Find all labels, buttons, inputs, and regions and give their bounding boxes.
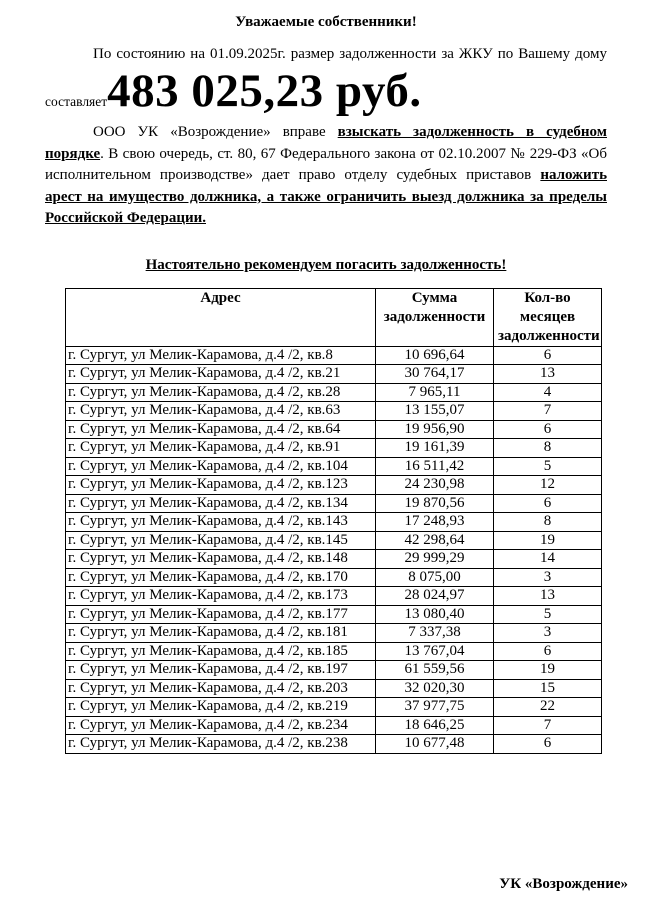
- cell-address: г. Сургут, ул Мелик-Карамова, д.4 /2, кв.177: [66, 605, 376, 624]
- header-row: [66, 288, 602, 346]
- cell-months: 7: [494, 402, 602, 421]
- table-row: [66, 735, 602, 754]
- cell-amount: 19 870,56: [376, 494, 494, 513]
- table-row: [66, 476, 602, 495]
- legal-text-2: . В свою очередь, ст. 80, 67 Федерального закона от 02.10.2007 № 229-ФЗ «Об исполнительном производстве» дает право отделу судебных приставов: [45, 145, 607, 183]
- table-row: [66, 365, 602, 384]
- amount-line: [45, 65, 607, 117]
- table-row: [66, 402, 602, 421]
- table-row: [66, 346, 602, 365]
- table-row: [66, 716, 602, 735]
- footer-signature: УК «Возрождение»: [499, 875, 628, 892]
- cell-months: 13: [494, 365, 602, 384]
- cell-months: 7: [494, 716, 602, 735]
- cell-months: 6: [494, 346, 602, 365]
- table-row: [66, 568, 602, 587]
- cell-amount: 16 511,42: [376, 457, 494, 476]
- debt-amount-total: 483 025,23 руб.: [107, 65, 422, 117]
- cell-address: г. Сургут, ул Мелик-Карамова, д.4 /2, кв.238: [66, 735, 376, 754]
- legal-bold-arrest: наложить арест на имущество должника, а также ограничить выезд должника за пределы Российской Федерации.: [45, 167, 607, 226]
- cell-amount: 19 161,39: [376, 439, 494, 458]
- cell-address: г. Сургут, ул Мелик-Карамова, д.4 /2, кв.64: [66, 420, 376, 439]
- cell-amount: 10 677,48: [376, 735, 494, 754]
- cell-months: 5: [494, 605, 602, 624]
- cell-amount: 13 767,04: [376, 642, 494, 661]
- cell-months: 13: [494, 587, 602, 606]
- cell-amount: 10 696,64: [376, 346, 494, 365]
- table-row: [66, 661, 602, 680]
- cell-amount: 32 020,30: [376, 679, 494, 698]
- cell-amount: 18 646,25: [376, 716, 494, 735]
- debt-table: [65, 288, 602, 754]
- cell-address: г. Сургут, ул Мелик-Карамова, д.4 /2, кв.104: [66, 457, 376, 476]
- cell-amount: 42 298,64: [376, 531, 494, 550]
- cell-amount: 37 977,75: [376, 698, 494, 717]
- table-row: [66, 624, 602, 643]
- cell-months: 6: [494, 420, 602, 439]
- cell-months: 22: [494, 698, 602, 717]
- debt-table-header: [66, 288, 602, 346]
- table-row: [66, 494, 602, 513]
- col-header-amount: Сумма задолженности: [376, 288, 494, 346]
- table-row: [66, 679, 602, 698]
- cell-amount: 8 075,00: [376, 568, 494, 587]
- cell-months: 14: [494, 550, 602, 569]
- amount-prefix-label: составляет: [45, 94, 108, 109]
- cell-address: г. Сургут, ул Мелик-Карамова, д.4 /2, кв.219: [66, 698, 376, 717]
- cell-address: г. Сургут, ул Мелик-Карамова, д.4 /2, кв.91: [66, 439, 376, 458]
- cell-address: г. Сургут, ул Мелик-Карамова, д.4 /2, кв.185: [66, 642, 376, 661]
- cell-amount: 13 080,40: [376, 605, 494, 624]
- cell-months: 5: [494, 457, 602, 476]
- recommendation-line: Настоятельно рекомендуем погасить задолженность!: [145, 256, 507, 273]
- cell-address: г. Сургут, ул Мелик-Карамова, д.4 /2, кв.28: [66, 383, 376, 402]
- legal-bold-claim: взыскать задолженность в судебном порядке: [45, 124, 607, 162]
- debt-table-body: [66, 346, 602, 753]
- cell-amount: 30 764,17: [376, 365, 494, 384]
- cell-months: 6: [494, 494, 602, 513]
- cell-months: 19: [494, 531, 602, 550]
- cell-amount: 19 956,90: [376, 420, 494, 439]
- cell-address: г. Сургут, ул Мелик-Карамова, д.4 /2, кв.203: [66, 679, 376, 698]
- cell-address: г. Сургут, ул Мелик-Карамова, д.4 /2, кв.123: [66, 476, 376, 495]
- table-row: [66, 513, 602, 532]
- cell-months: 12: [494, 476, 602, 495]
- cell-address: г. Сургут, ул Мелик-Карамова, д.4 /2, кв.21: [66, 365, 376, 384]
- cell-amount: 13 155,07: [376, 402, 494, 421]
- cell-months: 3: [494, 624, 602, 643]
- document-title: Уважаемые собственники!: [235, 14, 417, 30]
- cell-amount: 29 999,29: [376, 550, 494, 569]
- table-row: [66, 439, 602, 458]
- cell-months: 19: [494, 661, 602, 680]
- table-row: [66, 698, 602, 717]
- cell-amount: 28 024,97: [376, 587, 494, 606]
- cell-months: 6: [494, 735, 602, 754]
- cell-address: г. Сургут, ул Мелик-Карамова, д.4 /2, кв.134: [66, 494, 376, 513]
- cell-address: г. Сургут, ул Мелик-Карамова, д.4 /2, кв.148: [66, 550, 376, 569]
- cell-amount: 17 248,93: [376, 513, 494, 532]
- col-header-address: Адрес: [66, 288, 376, 346]
- table-row: [66, 420, 602, 439]
- intro-paragraph: По состоянию на 01.09.2025г. размер задолженности за ЖКУ по Вашему дому: [93, 46, 607, 62]
- table-row: [66, 642, 602, 661]
- cell-months: 6: [494, 642, 602, 661]
- table-row: [66, 531, 602, 550]
- cell-address: г. Сургут, ул Мелик-Карамова, д.4 /2, кв.145: [66, 531, 376, 550]
- cell-months: 15: [494, 679, 602, 698]
- col-header-months: Кол-во месяцев задолженности: [494, 288, 602, 346]
- cell-address: г. Сургут, ул Мелик-Карамова, д.4 /2, кв.234: [66, 716, 376, 735]
- cell-address: г. Сургут, ул Мелик-Карамова, д.4 /2, кв.170: [66, 568, 376, 587]
- table-row: [66, 587, 602, 606]
- cell-months: 4: [494, 383, 602, 402]
- cell-address: г. Сургут, ул Мелик-Карамова, д.4 /2, кв.181: [66, 624, 376, 643]
- cell-amount: 61 559,56: [376, 661, 494, 680]
- table-row: [66, 457, 602, 476]
- table-row: [66, 550, 602, 569]
- table-row: [66, 605, 602, 624]
- cell-address: г. Сургут, ул Мелик-Карамова, д.4 /2, кв.173: [66, 587, 376, 606]
- cell-address: г. Сургут, ул Мелик-Карамова, д.4 /2, кв.197: [66, 661, 376, 680]
- cell-amount: 24 230,98: [376, 476, 494, 495]
- legal-paragraph: [45, 122, 607, 230]
- cell-address: г. Сургут, ул Мелик-Карамова, д.4 /2, кв.8: [66, 346, 376, 365]
- cell-months: 3: [494, 568, 602, 587]
- legal-text-1: ООО УК «Возрождение» вправе: [93, 124, 338, 140]
- cell-address: г. Сургут, ул Мелик-Карамова, д.4 /2, кв.143: [66, 513, 376, 532]
- cell-amount: 7 337,38: [376, 624, 494, 643]
- cell-address: г. Сургут, ул Мелик-Карамова, д.4 /2, кв.63: [66, 402, 376, 421]
- cell-months: 8: [494, 439, 602, 458]
- table-row: [66, 383, 602, 402]
- cell-months: 8: [494, 513, 602, 532]
- cell-amount: 7 965,11: [376, 383, 494, 402]
